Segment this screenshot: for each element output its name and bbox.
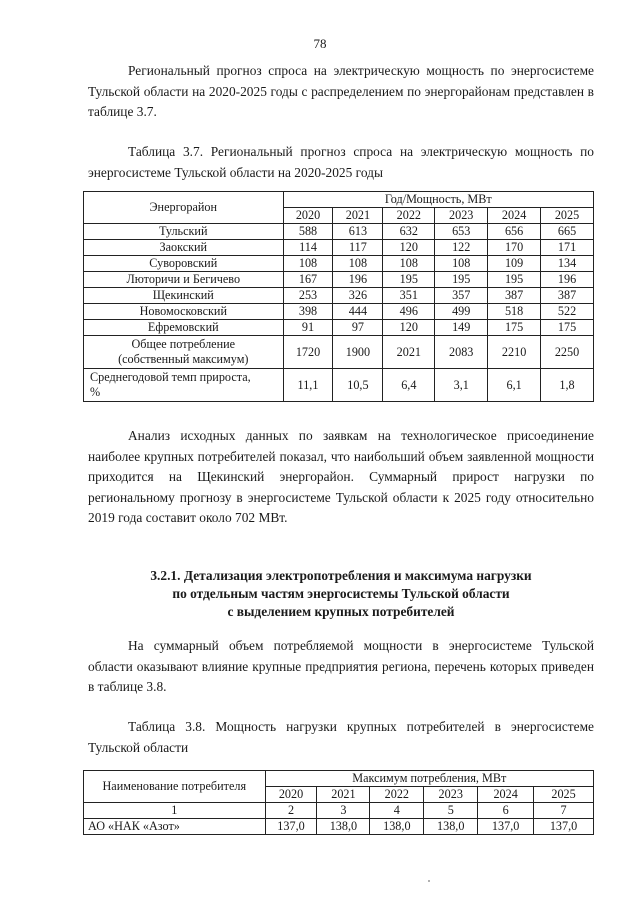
column-index-cell: 1 bbox=[84, 803, 266, 819]
power-value-cell: 195 bbox=[435, 272, 488, 288]
region-name-cell: Суворовский bbox=[84, 256, 284, 272]
power-value-cell: 522 bbox=[541, 304, 594, 320]
intro-paragraph: Региональный прогноз спроса на электрическую мощность по энергосистеме Тульской области на 2020-2025 годы с распределением по энергорайонам представлен в таблице 3.7. bbox=[88, 63, 594, 119]
table-3-8-caption: Таблица 3.8. Мощность нагрузки крупных потребителей в энергосистеме Тульской области bbox=[88, 719, 594, 755]
column-index-cell: 4 bbox=[370, 803, 424, 819]
power-value-cell: 1900 bbox=[333, 336, 383, 369]
year-header-cell: 2020 bbox=[283, 208, 333, 224]
region-name-cell: Тульский bbox=[84, 224, 284, 240]
power-value-cell: 3,1 bbox=[435, 369, 488, 402]
table-row bbox=[84, 224, 594, 240]
year-header-cell: 2021 bbox=[317, 787, 370, 803]
power-value-cell: 444 bbox=[333, 304, 383, 320]
load-value-cell: 137,0 bbox=[478, 819, 534, 835]
power-value-cell: 91 bbox=[283, 320, 333, 336]
power-value-cell: 656 bbox=[488, 224, 541, 240]
region-name-cell: Люторичи и Бегичево bbox=[84, 272, 284, 288]
power-value-cell: 398 bbox=[283, 304, 333, 320]
year-header-cell: 2025 bbox=[541, 208, 594, 224]
region-name-cell: Новомосковский bbox=[84, 304, 284, 320]
power-value-cell: 117 bbox=[333, 240, 383, 256]
power-value-cell: 175 bbox=[541, 320, 594, 336]
header-region: Энергорайон bbox=[84, 192, 284, 224]
row-label-line-1: Среднегодовой темп прироста, bbox=[90, 370, 251, 384]
table-row bbox=[84, 256, 594, 272]
column-index-cell: 3 bbox=[317, 803, 370, 819]
regional-demand-forecast-table bbox=[83, 191, 594, 402]
header-year-power: Год/Мощность, МВт bbox=[283, 192, 593, 208]
power-value-cell: 357 bbox=[435, 288, 488, 304]
power-value-cell: 351 bbox=[383, 288, 435, 304]
power-value-cell: 387 bbox=[488, 288, 541, 304]
load-value-cell: 137,0 bbox=[265, 819, 317, 835]
power-value-cell: 196 bbox=[333, 272, 383, 288]
power-value-cell: 499 bbox=[435, 304, 488, 320]
power-value-cell: 2083 bbox=[435, 336, 488, 369]
power-value-cell: 196 bbox=[541, 272, 594, 288]
power-value-cell: 171 bbox=[541, 240, 594, 256]
year-header-cell: 2025 bbox=[534, 787, 594, 803]
power-value-cell: 195 bbox=[488, 272, 541, 288]
section-heading-line-1: 3.2.1. Детализация электропотребления и максимума нагрузки bbox=[150, 568, 532, 583]
consumer-name-cell: АО «НАК «Азот» bbox=[84, 819, 266, 835]
load-value-cell: 138,0 bbox=[424, 819, 478, 835]
power-value-cell: 387 bbox=[541, 288, 594, 304]
power-value-cell: 588 bbox=[283, 224, 333, 240]
row-label-cell bbox=[84, 369, 284, 402]
power-value-cell: 109 bbox=[488, 256, 541, 272]
total-consumption-row bbox=[84, 336, 594, 369]
table-3-7-caption: Таблица 3.7. Региональный прогноз спроса на электрическую мощность по энергосистеме Тульской области на 2020-2025 годы bbox=[88, 144, 594, 180]
year-header-cell: 2024 bbox=[488, 208, 541, 224]
table-row bbox=[84, 819, 594, 835]
power-value-cell: 120 bbox=[383, 320, 435, 336]
section-heading-line-3: с выделением крупных потребителей bbox=[227, 604, 455, 619]
table-row bbox=[84, 240, 594, 256]
power-value-cell: 175 bbox=[488, 320, 541, 336]
load-value-cell: 138,0 bbox=[370, 819, 424, 835]
region-name-cell: Заокский bbox=[84, 240, 284, 256]
analysis-paragraph: Анализ исходных данных по заявкам на технологическое присоединение наиболее крупных потребителей показал, что наибольший объем заявленной мощности приходится на Щекинский энергорайон. Суммарный прирост нагрузки по региональному прогнозу в энергосистеме Тульской области к 2025 году относительно 2019 года составит около 702 МВт. bbox=[88, 428, 594, 525]
column-index-cell: 5 bbox=[424, 803, 478, 819]
power-value-cell: 134 bbox=[541, 256, 594, 272]
power-value-cell: 1,8 bbox=[541, 369, 594, 402]
table-row bbox=[84, 320, 594, 336]
power-value-cell: 149 bbox=[435, 320, 488, 336]
power-value-cell: 326 bbox=[333, 288, 383, 304]
region-name-cell: Ефремовский bbox=[84, 320, 284, 336]
row-label-line-2: % bbox=[90, 385, 101, 399]
table-row bbox=[84, 288, 594, 304]
region-name-cell: Щекинский bbox=[84, 288, 284, 304]
power-value-cell: 6,4 bbox=[383, 369, 435, 402]
table-row bbox=[84, 272, 594, 288]
power-value-cell: 665 bbox=[541, 224, 594, 240]
power-value-cell: 496 bbox=[383, 304, 435, 320]
row-label-cell bbox=[84, 336, 284, 369]
page-number: 78 bbox=[313, 36, 327, 51]
power-value-cell: 1720 bbox=[283, 336, 333, 369]
year-header-cell: 2024 bbox=[478, 787, 534, 803]
year-header-cell: 2023 bbox=[424, 787, 478, 803]
power-value-cell: 122 bbox=[435, 240, 488, 256]
row-label-line-1: Общее потребление bbox=[131, 337, 236, 351]
power-value-cell: 195 bbox=[383, 272, 435, 288]
power-value-cell: 108 bbox=[333, 256, 383, 272]
year-header-cell: 2023 bbox=[435, 208, 488, 224]
load-value-cell: 138,0 bbox=[317, 819, 370, 835]
table-row bbox=[84, 304, 594, 320]
power-value-cell: 253 bbox=[283, 288, 333, 304]
power-value-cell: 2021 bbox=[383, 336, 435, 369]
influence-paragraph: На суммарный объем потребляемой мощности в энергосистеме Тульской области оказывают влияние крупные предприятия региона, перечень которых приведен в таблице 3.8. bbox=[88, 638, 594, 694]
power-value-cell: 108 bbox=[283, 256, 333, 272]
header-consumer-name: Наименование потребителя bbox=[84, 771, 266, 803]
scan-speck bbox=[428, 880, 430, 882]
year-header-cell: 2020 bbox=[265, 787, 317, 803]
power-value-cell: 632 bbox=[383, 224, 435, 240]
load-value-cell: 137,0 bbox=[534, 819, 594, 835]
power-value-cell: 97 bbox=[333, 320, 383, 336]
power-value-cell: 2250 bbox=[541, 336, 594, 369]
power-value-cell: 2210 bbox=[488, 336, 541, 369]
header-max-consumption: Максимум потребления, МВт bbox=[265, 771, 593, 787]
power-value-cell: 11,1 bbox=[283, 369, 333, 402]
power-value-cell: 108 bbox=[435, 256, 488, 272]
power-value-cell: 653 bbox=[435, 224, 488, 240]
year-header-cell: 2022 bbox=[370, 787, 424, 803]
power-value-cell: 10,5 bbox=[333, 369, 383, 402]
major-consumers-load-table bbox=[83, 770, 594, 835]
power-value-cell: 6,1 bbox=[488, 369, 541, 402]
row-label-line-2: (собственный максимум) bbox=[118, 352, 249, 366]
power-value-cell: 120 bbox=[383, 240, 435, 256]
power-value-cell: 167 bbox=[283, 272, 333, 288]
power-value-cell: 170 bbox=[488, 240, 541, 256]
power-value-cell: 613 bbox=[333, 224, 383, 240]
column-index-cell: 6 bbox=[478, 803, 534, 819]
growth-rate-row bbox=[84, 369, 594, 402]
year-header-cell: 2022 bbox=[383, 208, 435, 224]
section-heading-3-2-1 bbox=[88, 567, 594, 621]
section-heading-line-2: по отдельным частям энергосистемы Тульской области bbox=[172, 586, 510, 601]
year-header-cell: 2021 bbox=[333, 208, 383, 224]
power-value-cell: 108 bbox=[383, 256, 435, 272]
column-index-cell: 2 bbox=[265, 803, 317, 819]
power-value-cell: 518 bbox=[488, 304, 541, 320]
power-value-cell: 114 bbox=[283, 240, 333, 256]
column-index-cell: 7 bbox=[534, 803, 594, 819]
